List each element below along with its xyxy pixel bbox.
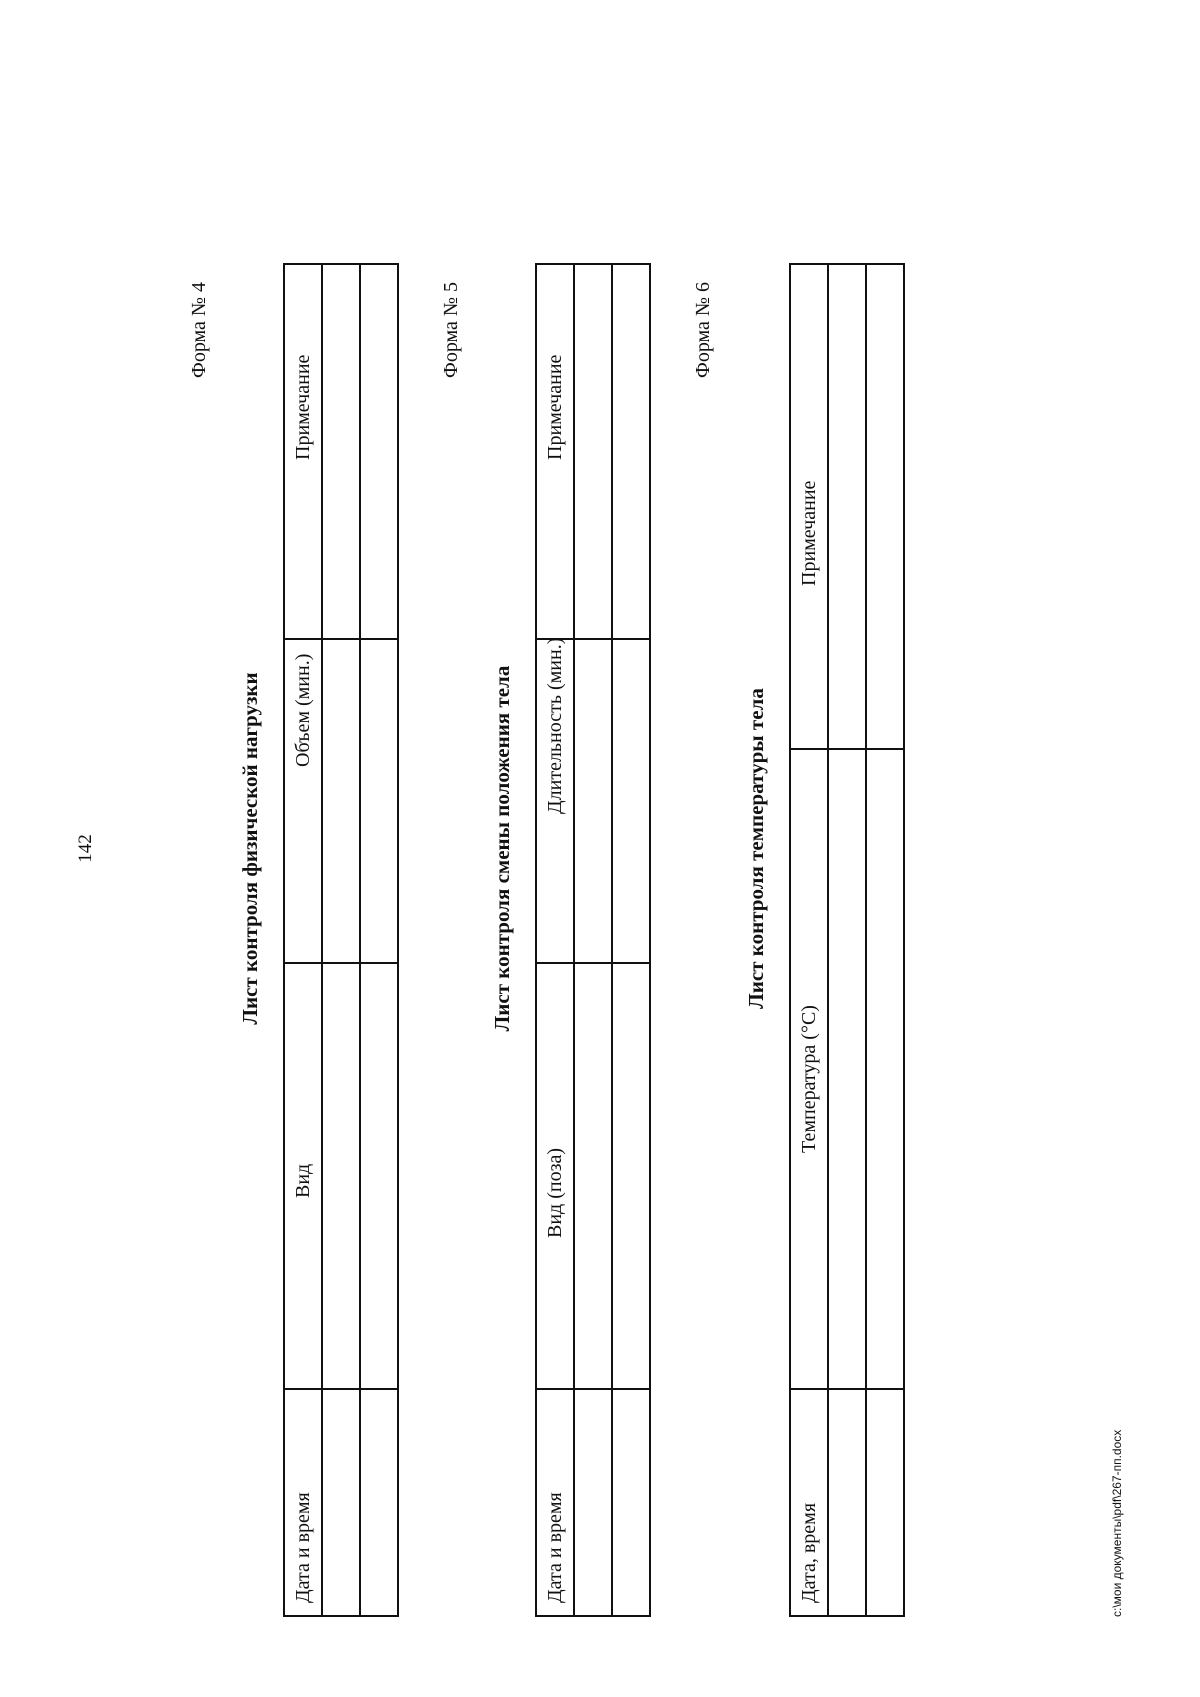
table-cell[interactable] [866, 749, 904, 1389]
table-row [612, 264, 650, 1616]
table-cell[interactable] [322, 264, 360, 639]
table-row [574, 264, 612, 1616]
table-row [828, 264, 866, 1616]
body-position-table [535, 263, 651, 1617]
form-label-5: Форма № 5 [440, 282, 462, 378]
sheet-title-body-temperature: Лист контроля температуры тела [744, 688, 768, 1009]
column-header: Длительность (мин.) [536, 639, 574, 963]
table-header-row [284, 264, 322, 1616]
table-cell[interactable] [574, 963, 612, 1389]
form-label-6: Форма № 6 [692, 282, 714, 378]
table-cell[interactable] [360, 264, 398, 639]
table-cell[interactable] [360, 963, 398, 1389]
table-cell[interactable] [866, 1389, 904, 1616]
table-cell[interactable] [828, 749, 866, 1389]
table-cell[interactable] [612, 639, 650, 963]
table-header-row [536, 264, 574, 1616]
table-cell[interactable] [612, 1389, 650, 1616]
physical-load-table [283, 263, 399, 1617]
table-cell[interactable] [612, 963, 650, 1389]
column-header: Вид (поза) [536, 963, 574, 1389]
table-cell[interactable] [360, 1389, 398, 1616]
column-header: Дата и время [536, 1389, 574, 1616]
table-cell[interactable] [612, 264, 650, 639]
column-header: Температура (°С) [790, 749, 828, 1389]
column-header: Объем (мин.) [284, 639, 322, 963]
table-cell[interactable] [574, 264, 612, 639]
column-header: Примечание [790, 264, 828, 749]
column-header: Примечание [536, 264, 574, 639]
table-row [322, 264, 360, 1616]
footer-file-path: c:\мои документы\pdf\267-пп.docx [1110, 1429, 1124, 1617]
table-row [360, 264, 398, 1616]
table-cell[interactable] [322, 639, 360, 963]
table-cell[interactable] [322, 1389, 360, 1616]
table-cell[interactable] [866, 264, 904, 749]
sheet-title-physical-load: Лист контроля физической нагрузки [238, 672, 262, 1025]
body-temperature-table [789, 263, 905, 1617]
sheet-title-body-position: Лист контроля смены положения тела [490, 665, 514, 1032]
table-cell[interactable] [828, 264, 866, 749]
column-header: Дата, время [790, 1389, 828, 1616]
form-label-4: Форма № 4 [188, 282, 210, 378]
page-number: 142 [75, 834, 96, 863]
table-cell[interactable] [574, 1389, 612, 1616]
table-row [866, 264, 904, 1616]
column-header: Примечание [284, 264, 322, 639]
column-header: Дата и время [284, 1389, 322, 1616]
table-cell[interactable] [360, 639, 398, 963]
column-header: Вид [284, 963, 322, 1389]
table-cell[interactable] [322, 963, 360, 1389]
table-cell[interactable] [574, 639, 612, 963]
table-cell[interactable] [828, 1389, 866, 1616]
table-header-row [790, 264, 828, 1616]
